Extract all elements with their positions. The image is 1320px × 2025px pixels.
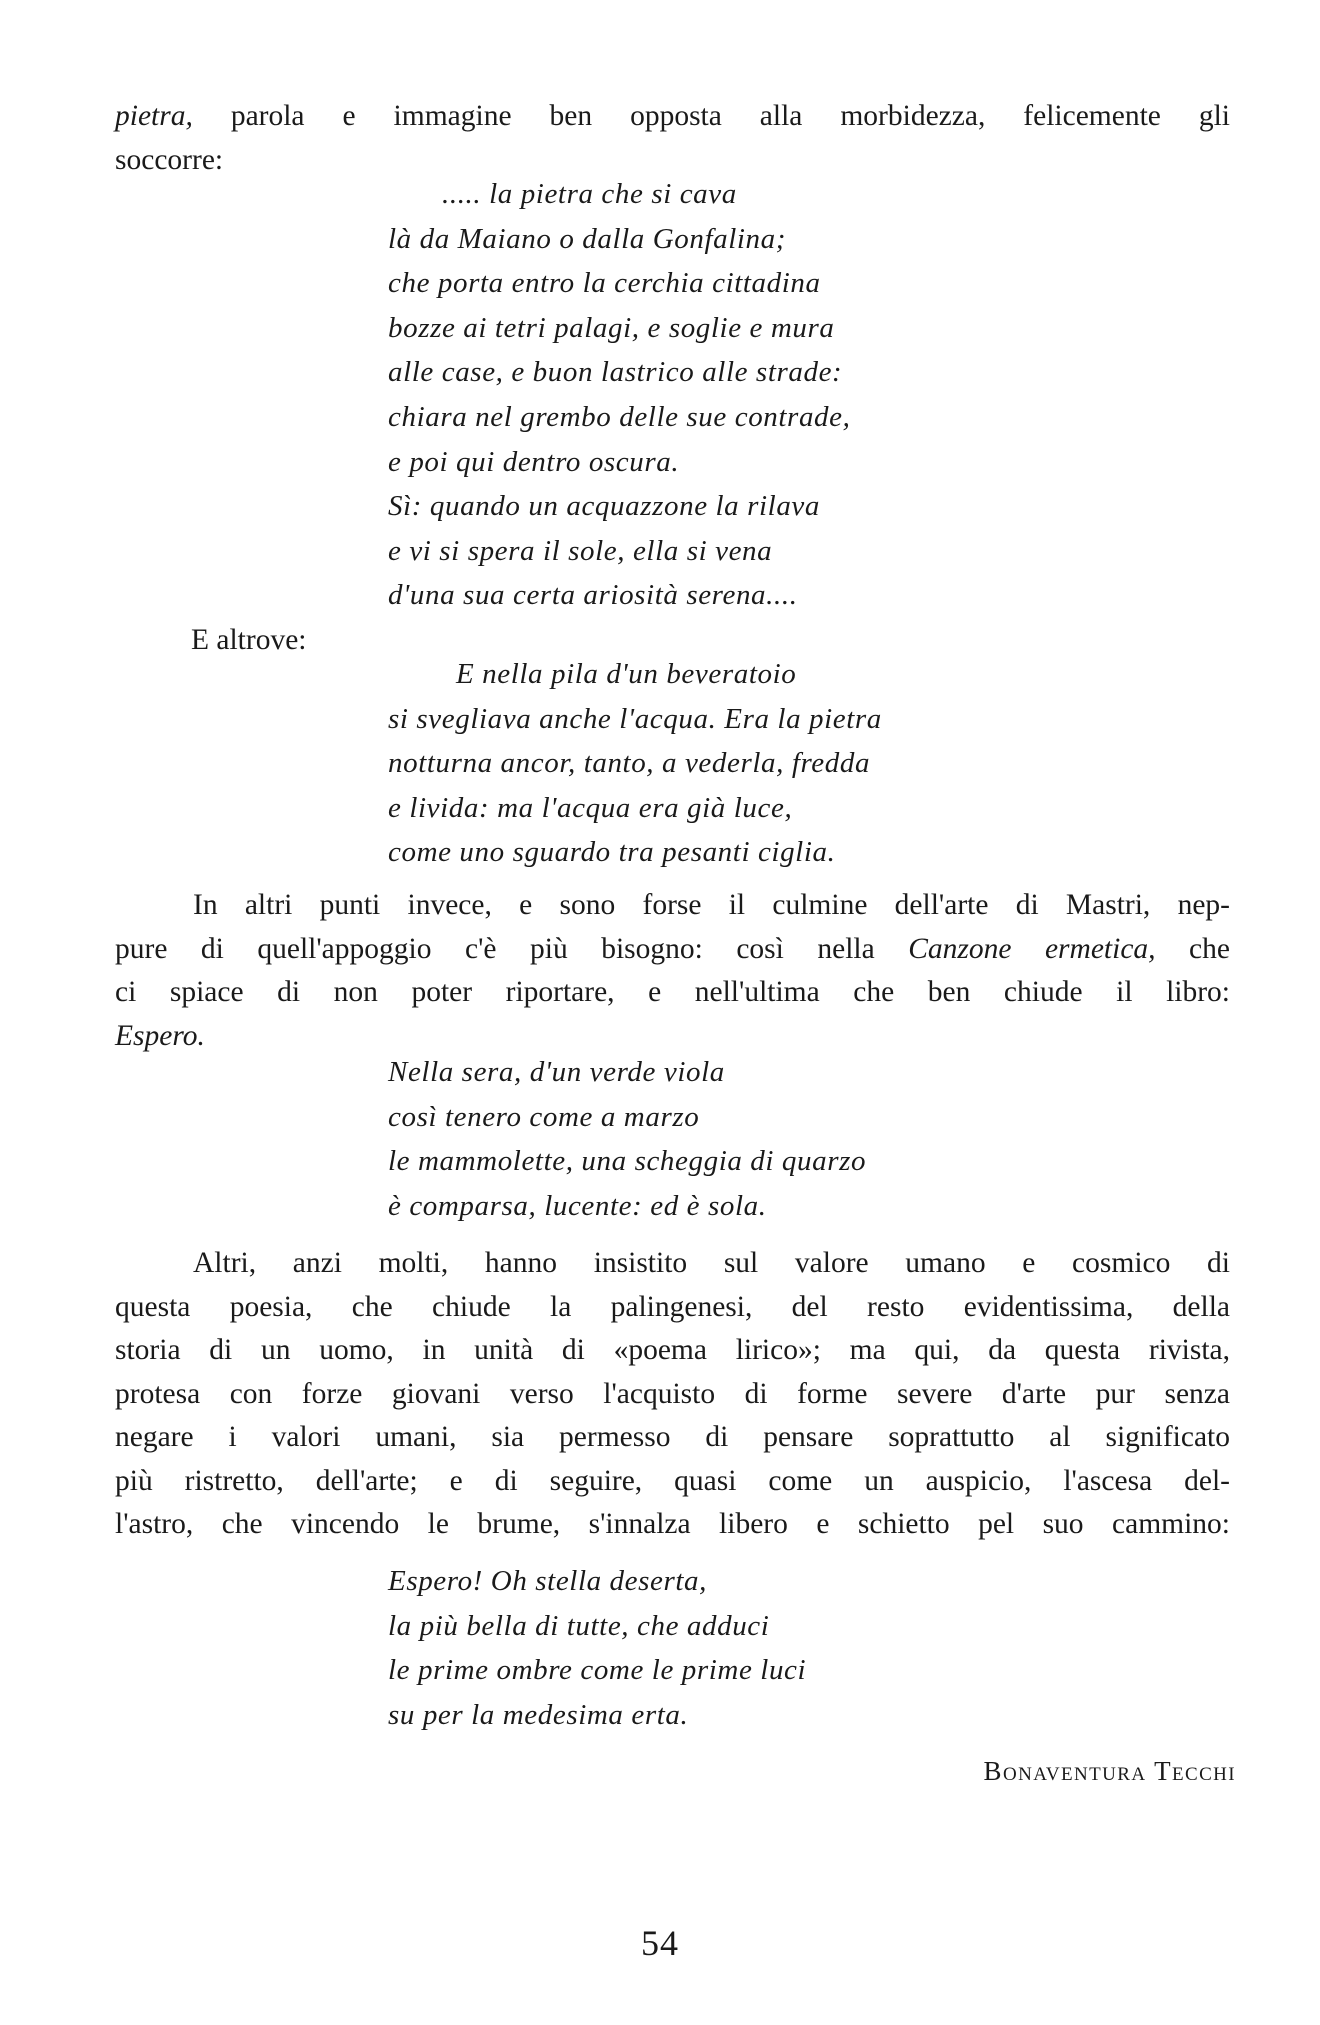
verse-line: là da Maiano o dalla Gonfalina; bbox=[388, 222, 787, 255]
verse-line: su per la medesima erta. bbox=[388, 1698, 689, 1731]
verse-line: chiara nel grembo delle sue contrade, bbox=[388, 400, 851, 433]
verse-line: così tenero come a marzo bbox=[388, 1100, 700, 1133]
verse-line: alle case, e buon lastrico alle strade: bbox=[388, 356, 843, 389]
verse-block-1 bbox=[388, 172, 850, 618]
verse-line: notturna ancor, tanto, a vederla, fredda bbox=[388, 747, 871, 780]
paragraph-line: ci spiace di non poter riportare, e nell'ultima che ben chiude il libro: bbox=[115, 976, 1230, 1008]
altrove-label: E altrove: bbox=[191, 624, 307, 656]
verse-line: si svegliava anche l'acqua. Era la pietra bbox=[388, 702, 882, 735]
paragraph-2 bbox=[115, 884, 1230, 1058]
verse-line: le mammolette, una scheggia di quarzo bbox=[388, 1145, 867, 1178]
paragraph-line: Altri, anzi molti, hanno insistito sul valore umano e cosmico di bbox=[193, 1247, 1230, 1279]
verse-line: E nella pila d'un beveratoio bbox=[456, 658, 797, 690]
verse-block-4 bbox=[388, 1559, 806, 1737]
verse-line: la più bella di tutte, che adduci bbox=[388, 1609, 770, 1642]
paragraph-line: storia di un uomo, in unità di «poema lirico»; ma qui, da questa rivista, bbox=[115, 1334, 1230, 1366]
intro-line-1: pietra, parola e immagine ben opposta alla morbidezza, felicemente gli bbox=[115, 100, 1230, 132]
paragraph-line: In altri punti invece, e sono forse il culmine dell'arte di Mastri, nep- bbox=[193, 889, 1230, 921]
verse-line: è comparsa, lucente: ed è sola. bbox=[388, 1189, 767, 1222]
paragraph-line: negare i valori umani, sia permesso di pensare soprattutto al significato bbox=[115, 1421, 1230, 1453]
verse-line: e livida: ma l'acqua era già luce, bbox=[388, 791, 793, 824]
paragraph-line: l'astro, che vincendo le brume, s'innalza libero e schietto pel suo cammino: bbox=[115, 1508, 1230, 1540]
paragraph-line: pure di quell'appoggio c'è più bisogno: così nella Canzone ermetica, che bbox=[115, 932, 1230, 965]
intro-line-2: soccorre: bbox=[115, 143, 224, 176]
verse-line: ..... la pietra che si cava bbox=[442, 178, 737, 210]
verse-line: e poi qui dentro oscura. bbox=[388, 445, 680, 478]
espero-title: Espero. bbox=[115, 1019, 205, 1052]
verse-line: le prime ombre come le prime luci bbox=[388, 1654, 807, 1687]
canzone-title: Canzone ermetica, bbox=[908, 932, 1156, 965]
paragraph-3 bbox=[115, 1242, 1230, 1547]
verse-line: bozze ai tetri palagi, e soglie e mura bbox=[388, 311, 835, 344]
verse-line: Espero! Oh stella deserta, bbox=[388, 1565, 707, 1597]
intro-italic-word: pietra, bbox=[115, 100, 193, 132]
verse-block-2 bbox=[388, 652, 882, 875]
author-signature: Bonaventura Tecchi bbox=[983, 1756, 1236, 1786]
verse-line: d'una sua certa ariosità serena.... bbox=[388, 579, 798, 612]
verse-line: Sì: quando un acquazzone la rilava bbox=[388, 490, 821, 523]
intro-paragraph bbox=[115, 95, 1230, 182]
verse-block-3 bbox=[388, 1050, 866, 1228]
paragraph-line: questa poesia, che chiude la palingenesi, del resto evidentissima, della bbox=[115, 1290, 1230, 1323]
verse-line: Nella sera, d'un verde viola bbox=[388, 1056, 725, 1088]
page-number: 54 bbox=[641, 1923, 679, 1963]
paragraph-line: più ristretto, dell'arte; e di seguire, quasi come un auspicio, l'ascesa del- bbox=[115, 1464, 1230, 1497]
verse-line: e vi si spera il sole, ella si vena bbox=[388, 534, 773, 567]
verse-line: che porta entro la cerchia cittadina bbox=[388, 267, 821, 300]
verse-line: come uno sguardo tra pesanti ciglia. bbox=[388, 836, 836, 869]
paragraph-line: protesa con forze giovani verso l'acquisto di forme severe d'arte pur senza bbox=[115, 1377, 1230, 1410]
